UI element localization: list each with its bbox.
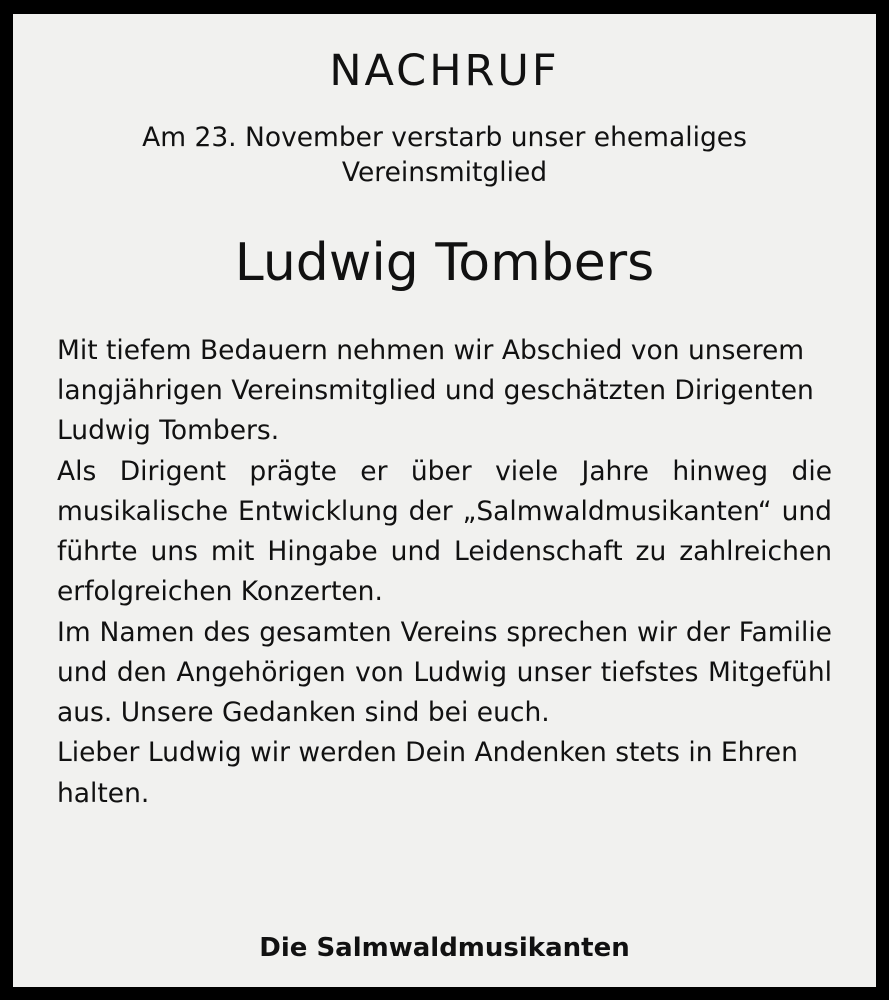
- obituary-card: [13, 14, 876, 987]
- paragraph-tribute: Mit tiefem Bedauern nehmen wir Abschied von unserem langjährigen Vereinsmitglied und geschätzten Dirigenten Ludwig Tombers.: [57, 334, 814, 447]
- deceased-name: Ludwig Tombers: [234, 233, 655, 294]
- intro-text: Am 23. November verstarb unser ehemaliges Vereinsmitglied: [142, 122, 747, 188]
- paragraph-conductor: Als Dirigent prägte er über viele Jahre hinweg die musikalische Entwicklung der „Salmwaldmusikanten“ und führte uns mit Hingabe und Leidenschaft zu zahlreichen erfolgreichen Konzerten.: [57, 455, 832, 608]
- page-title: NACHRUF: [329, 46, 560, 96]
- signature-line: Die Salmwaldmusikanten: [259, 933, 630, 963]
- paragraph-farewell: Lieber Ludwig wir werden Dein Andenken stets in Ehren halten.: [57, 737, 798, 809]
- paragraph-condolences: Im Namen des gesamten Vereins sprechen wir der Familie und den Angehörigen von Ludwig unser tiefstes Mitgefühl aus. Unsere Gedanken sind bei euch.: [57, 616, 832, 729]
